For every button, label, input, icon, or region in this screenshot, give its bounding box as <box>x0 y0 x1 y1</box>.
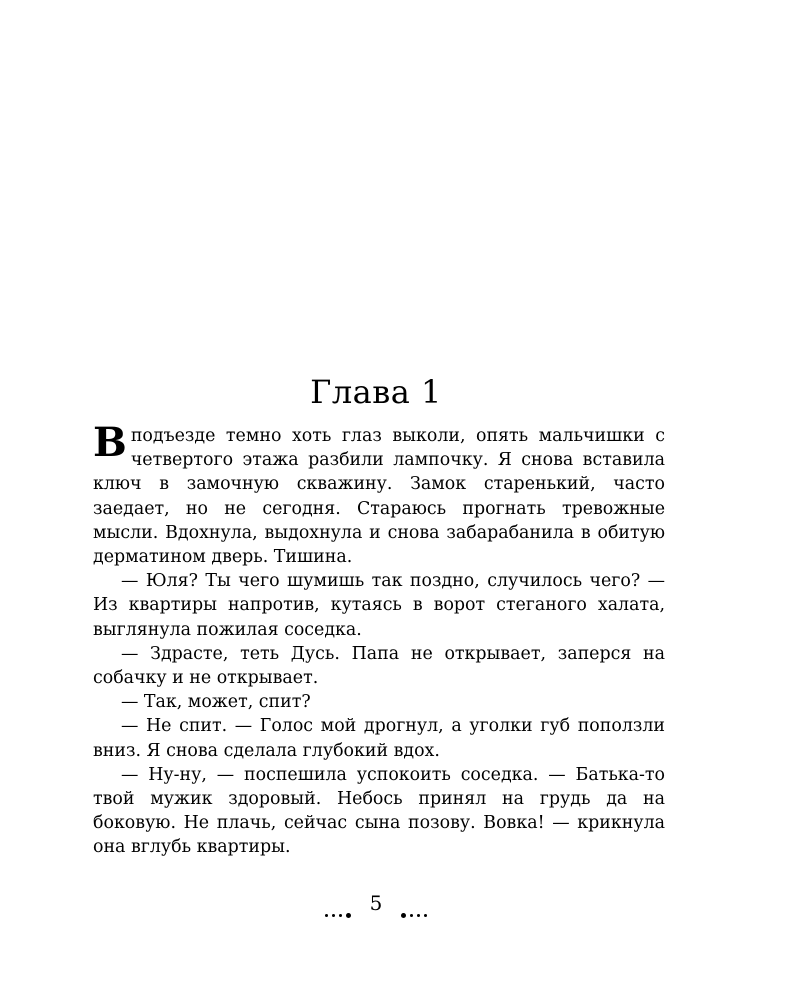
right-ornament-dots <box>399 900 429 906</box>
chapter-body <box>93 419 665 860</box>
paragraph-1: — Юля? Ты чего шумишь так поздно, случилось чего? — Из квартиры напротив, кутаясь в ворот стеганого халата, выглянула пожилая соседка. <box>93 571 665 640</box>
paragraph-5: — Ну-ну, — поспешила успокоить соседка. — Батька-то твой мужик здоровый. Небось принял на грудь да на боковую. Не плачь, сейчас сына позову. Вовка! — крикнула она вглубь квартиры. <box>93 764 665 858</box>
page-footer <box>0 887 752 917</box>
chapter-title: Глава 1 <box>310 373 442 411</box>
page-number: 5 <box>369 890 383 915</box>
first-paragraph <box>93 419 665 569</box>
paragraph-2: — Здрасте, теть Дусь. Папа не открывает, заперся на собачку и не открывает. <box>93 643 665 689</box>
paragraph-3: — Так, может, спит? <box>121 692 311 713</box>
paragraph-4: — Не спит. — Голос мой дрогнул, а уголки губ поползли вниз. Я снова сделала глубокий вдох. <box>93 716 665 761</box>
first-paragraph-text: подъезде темно хоть глаз выколи, опять мальчишки с четвертого этажа разбили лампочку. Я снова вставила ключ в замочную скважину. Замок старенький, часто заедает, но не сегодня. Стараюсь прогнать тревожные мысли. Вдохнула, выдохнула и снова забарабанила в обитую дерматином дверь. Тишина. <box>93 426 665 568</box>
left-ornament-dots <box>323 900 353 906</box>
drop-cap: В <box>93 419 127 466</box>
